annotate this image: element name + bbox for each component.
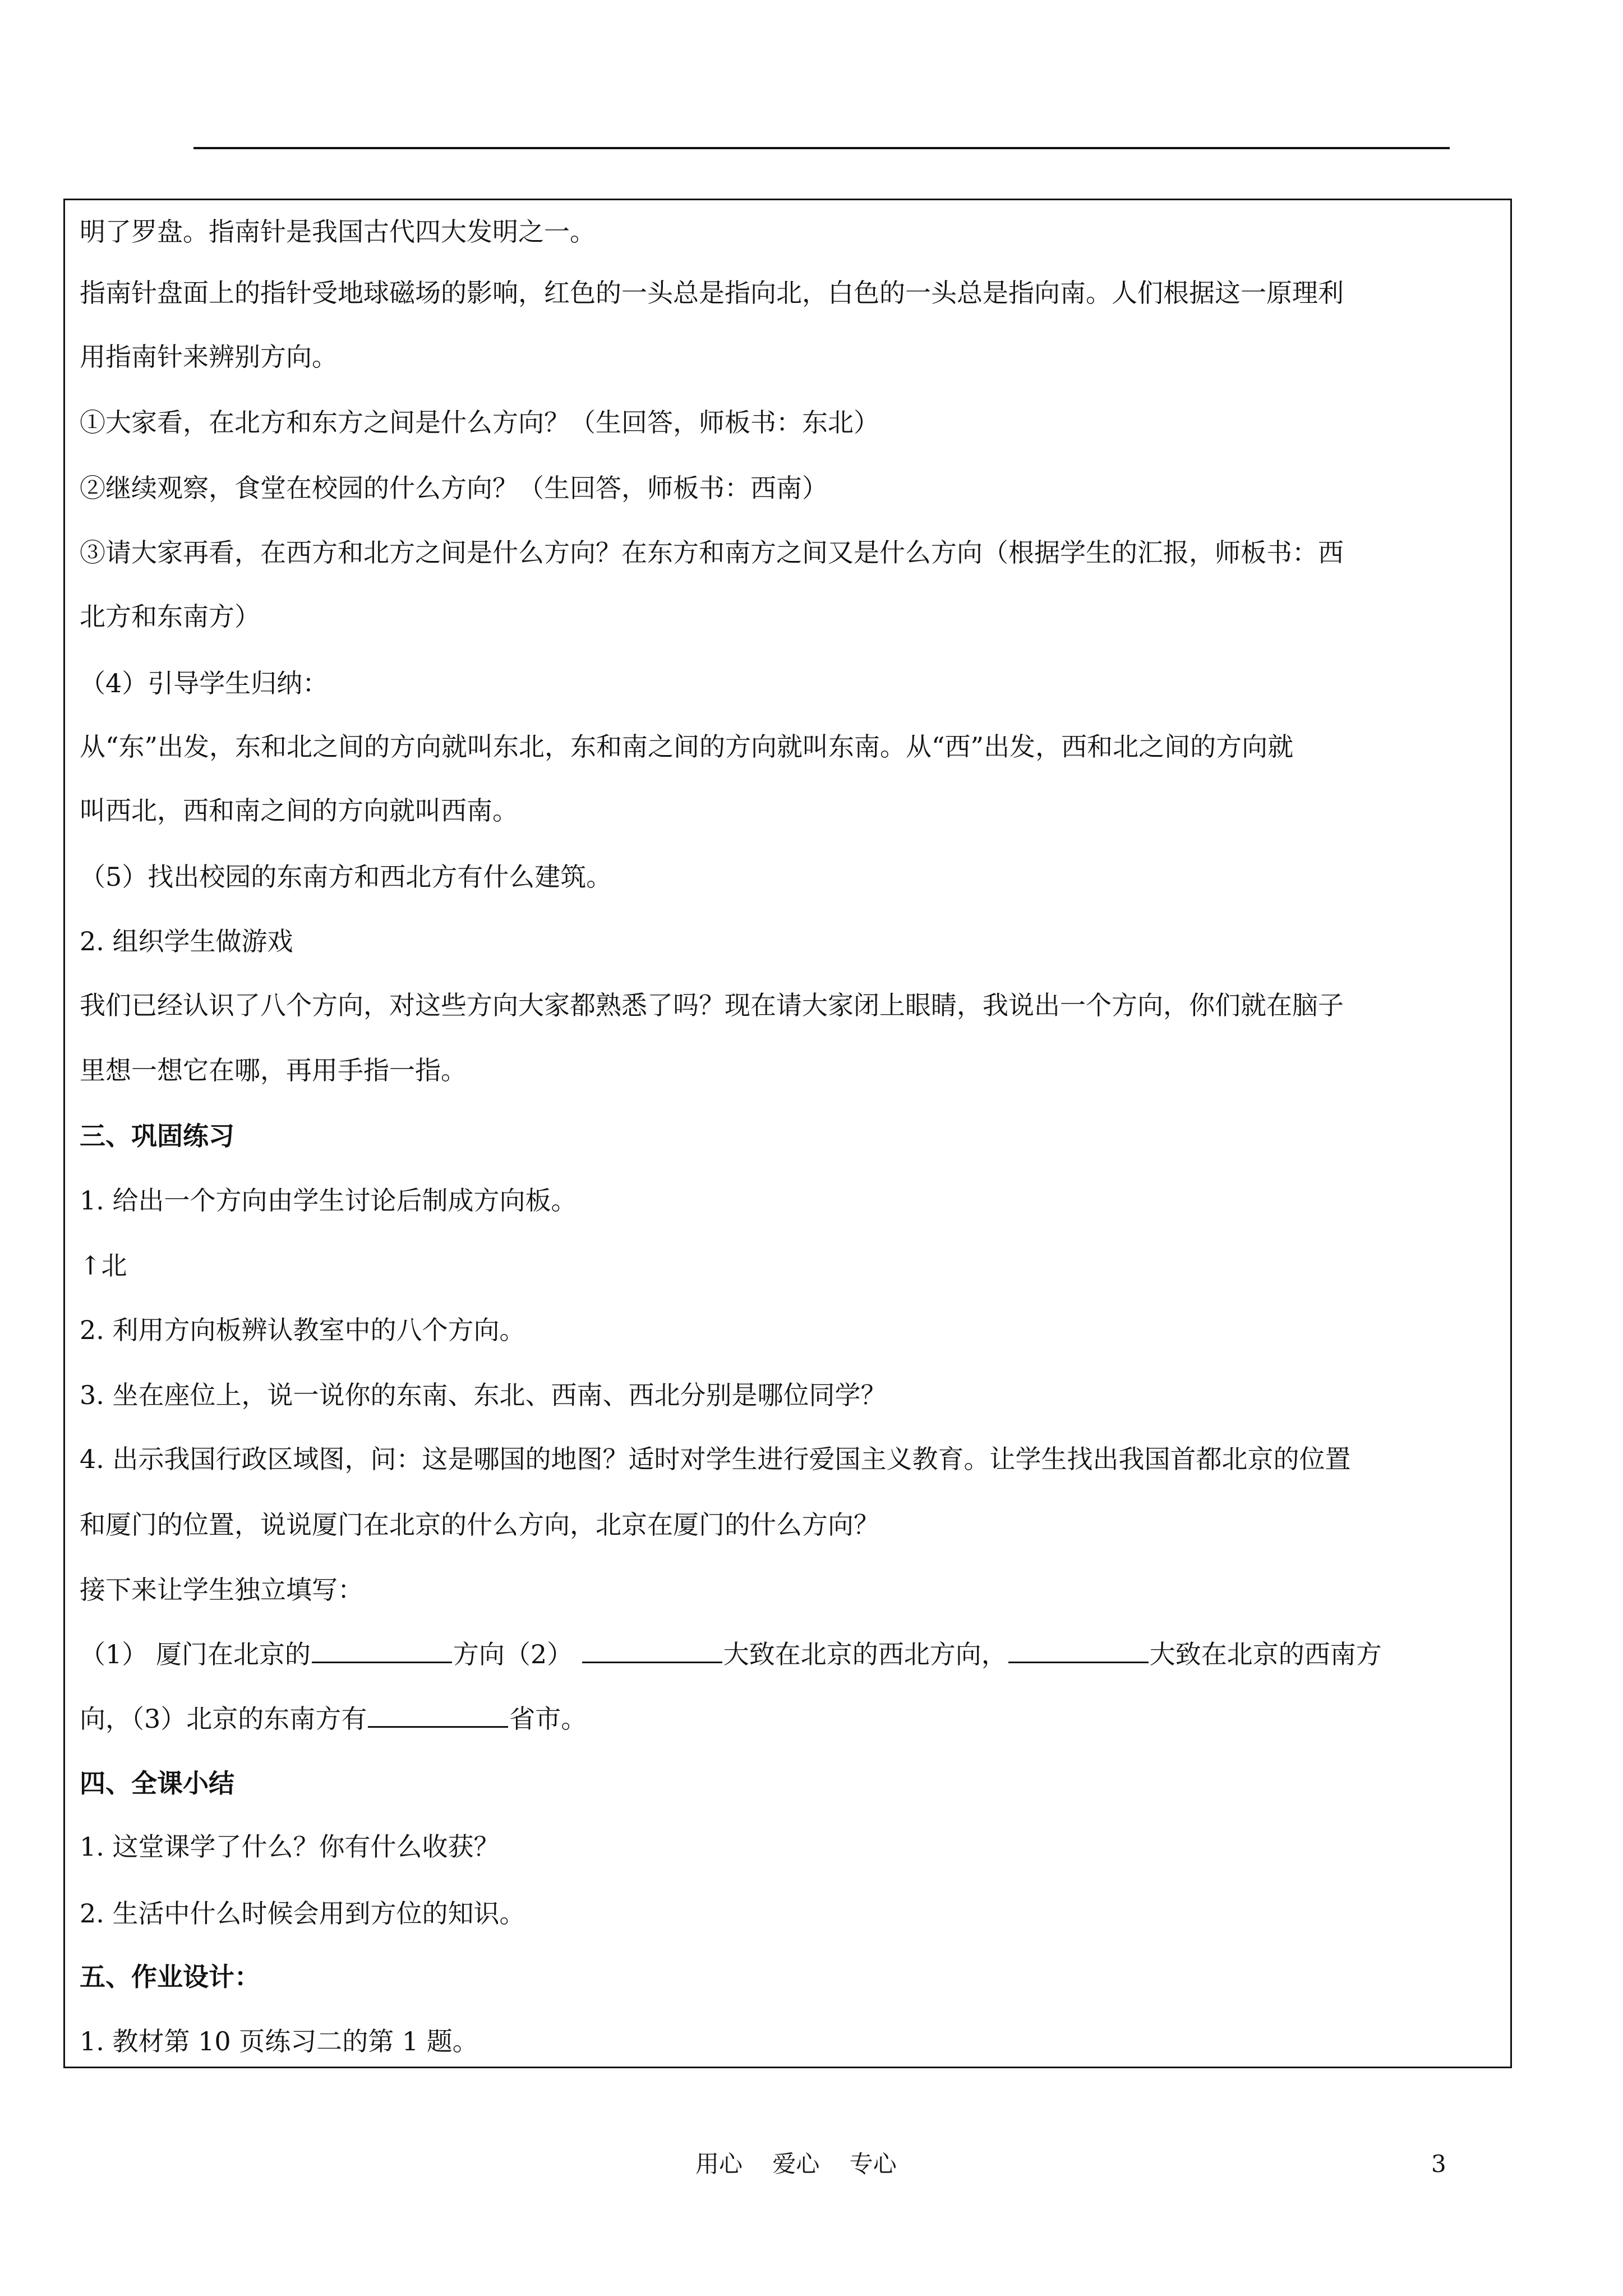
text-line: 用指南针来辨别方向。: [80, 342, 338, 372]
answer-blank[interactable]: [1008, 1637, 1149, 1663]
answer-blank[interactable]: [368, 1701, 508, 1728]
footer-motto: 用心 爱心 专心: [695, 2150, 897, 2178]
text-line: 明了罗盘。指南针是我国古代四大发明之一。: [80, 217, 596, 247]
answer-blank[interactable]: [312, 1637, 452, 1663]
text-line: 4. 出示我国行政区域图，问：这是哪国的地图？适时对学生进行爱国主义教育。让学生找出我国首都北京的位置: [80, 1444, 1351, 1474]
section-heading: 四、全课小结: [80, 1768, 234, 1798]
fill-in-text: 大致在北京的西南方: [1149, 1639, 1382, 1669]
text-line: 指南针盘面上的指针受地球磁场的影响，红色的一头总是指向北，白色的一头总是指向南。人们根据这一原理利: [80, 278, 1344, 308]
text-line: 从“东”出发，东和北之间的方向就叫东北，东和南之间的方向就叫东南。从“西”出发，西和北之间的方向就: [80, 731, 1294, 762]
section-heading: 五、作业设计：: [80, 1962, 260, 1992]
answer-blank[interactable]: [582, 1637, 722, 1663]
text-line: ①大家看，在北方和东方之间是什么方向？（生回答，师板书：东北）: [80, 407, 879, 438]
section-heading: 三、巩固练习: [80, 1121, 234, 1151]
text-line: 叫西北，西和南之间的方向就叫西南。: [80, 795, 518, 826]
text-line: 2. 生活中什么时候会用到方位的知识。: [80, 1898, 525, 1929]
text-line: 北方和东南方）: [80, 601, 260, 632]
fill-in-text: 向，（3）北京的东南方有: [80, 1704, 367, 1734]
text-line: 3. 坐在座位上，说一说你的东南、东北、西南、西北分别是哪位同学？: [80, 1380, 887, 1410]
fill-in-text: 大致在北京的西北方向，: [723, 1639, 1007, 1669]
text-line: 2. 组织学生做游戏: [80, 926, 293, 956]
fill-in-text: （1） 厦门在北京的: [80, 1639, 311, 1669]
text-line: ↑北: [80, 1250, 127, 1281]
text-line: 接下来让学生独立填写：: [80, 1575, 363, 1605]
fill-in-text: 方向（2）: [453, 1639, 581, 1669]
text-line: （4）引导学生归纳：: [80, 668, 329, 698]
fill-in-line-1: [80, 1637, 1498, 1671]
text-line: 和厦门的位置，说说厦门在北京的什么方向，北京在厦门的什么方向？: [80, 1510, 879, 1540]
text-line: ③请大家再看，在西方和北方之间是什么方向？在东方和南方之间又是什么方向（根据学生的汇报，师板书：西: [80, 537, 1344, 568]
header-rule: [193, 147, 1450, 149]
text-line: ②继续观察，食堂在校园的什么方向？（生回答，师板书：西南）: [80, 473, 828, 503]
text-line: 1. 这堂课学了什么？你有什么收获？: [80, 1832, 500, 1862]
page-number: 3: [1431, 2150, 1446, 2178]
fill-in-text: 省市。: [509, 1704, 587, 1734]
text-line: （5）找出校园的东南方和西北方有什么建筑。: [80, 862, 612, 892]
fill-in-line-2: [80, 1701, 1498, 1736]
text-line: 里想一想它在哪，再用手指一指。: [80, 1055, 467, 1085]
text-line: 我们已经认识了八个方向，对这些方向大家都熟悉了吗？现在请大家闭上眼睛，我说出一个方向，你们就在脑子: [80, 990, 1344, 1020]
text-line: 2. 利用方向板辨认教室中的八个方向。: [80, 1315, 525, 1345]
text-line: 1. 给出一个方向由学生讨论后制成方向板。: [80, 1185, 577, 1216]
text-line: 1. 教材第 10 页练习二的第 1 题。: [80, 2026, 478, 2056]
